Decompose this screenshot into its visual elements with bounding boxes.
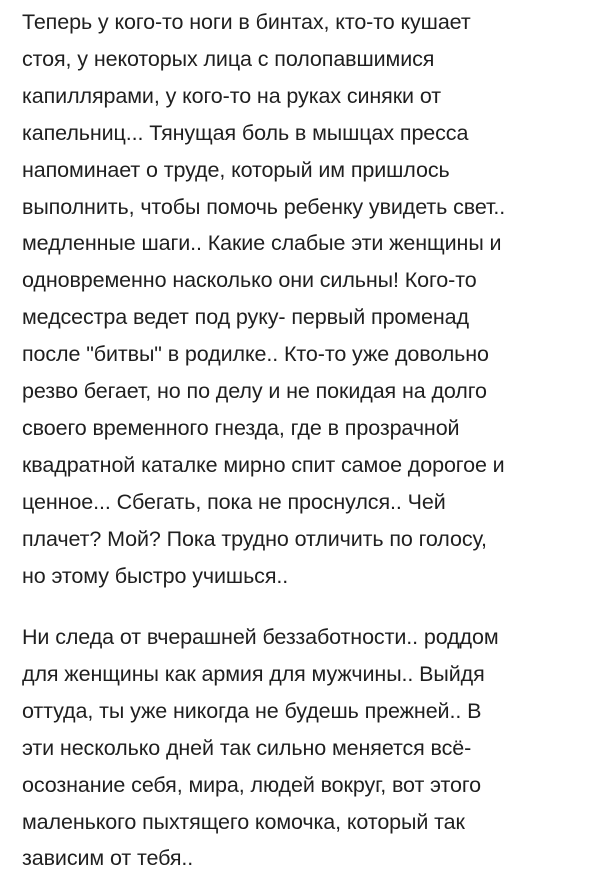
text-line: Теперь у кого-то ноги в бинтах, кто-то кушает — [22, 10, 471, 34]
text-line: после "битвы" в родилке.. Кто-то уже довольно — [22, 342, 489, 367]
paragraph-1 — [22, 4, 505, 595]
text-line: для женщины как армия для мужчины.. Выйдя — [22, 661, 485, 686]
text-line: маленького пыхтящего комочка, который так — [22, 809, 465, 834]
text-line: напоминает о труде, который им пришлось — [22, 157, 450, 182]
text-line: оттуда, ты уже никогда не будешь прежней.. В — [22, 698, 482, 723]
text-line: но этому быстро учишься.. — [22, 563, 289, 588]
text-line: Ни следа от вчерашней беззаботности.. роддом — [22, 625, 499, 649]
text-line: квадратной каталке мирно спит самое дорогое и — [22, 452, 505, 477]
text-line: ценное... Сбегать, пока не проснулся.. Чей — [22, 489, 446, 514]
text-line: медсестра ведет под руку- первый променад — [22, 305, 469, 330]
text-line: эти несколько дней так сильно меняется всё- — [22, 735, 472, 760]
text-line: плачет? Мой? Пока трудно отличить по голосу, — [22, 526, 487, 551]
paragraph-2 — [22, 619, 499, 877]
text-line: осознание себя, мира, людей вокруг, вот этого — [22, 772, 481, 797]
text-line: зависим от тебя.. — [22, 846, 194, 871]
text-line: капиллярами, у кого-то на руках синяки от — [22, 83, 441, 108]
text-line: своего временного гнезда, где в прозрачной — [22, 415, 460, 440]
text-line: капельниц... Тянущая боль в мышцах пресса — [22, 120, 469, 145]
text-line: стоя, у некоторых лица с полопавшимися — [22, 46, 435, 71]
text-line: медленные шаги.. Какие слабые эти женщины и — [22, 231, 502, 256]
text-line: одновременно насколько они сильны! Кого-то — [22, 268, 477, 293]
text-line: выполнить, чтобы помочь ребенку увидеть свет.. — [22, 194, 506, 219]
text-line: резво бегает, но по делу и не покидая на долго — [22, 379, 487, 404]
